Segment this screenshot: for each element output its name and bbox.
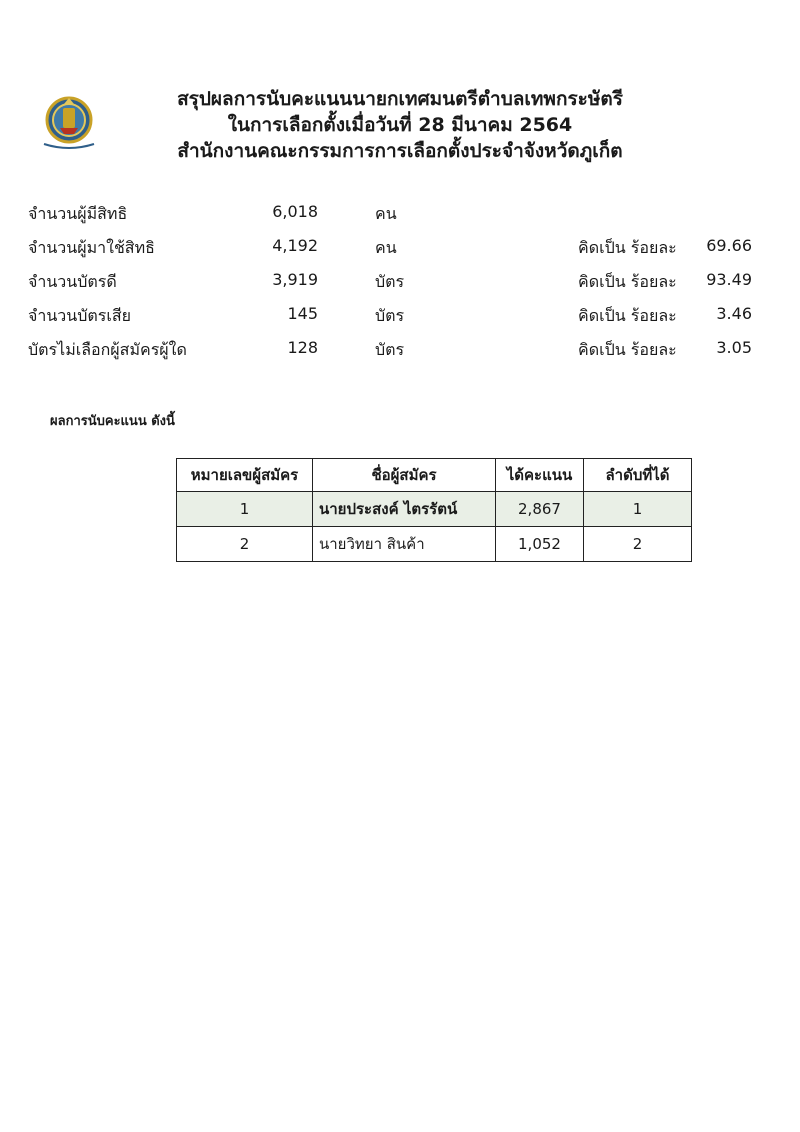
stat-row-eligible-voters bbox=[0, 202, 800, 232]
candidate-votes: 2,867 bbox=[496, 492, 584, 527]
results-note: ผลการนับคะแนน ดังนี้ bbox=[50, 414, 175, 429]
stat-percent-label: คิดเป็น ร้อยละ bbox=[578, 238, 677, 257]
stat-percent-label: คิดเป็น ร้อยละ bbox=[578, 340, 677, 359]
stat-value: 145 bbox=[287, 304, 318, 323]
page-header bbox=[120, 86, 680, 164]
column-header-candidate-number: หมายเลขผู้สมัคร bbox=[177, 459, 313, 492]
stat-label: บัตรไม่เลือกผู้สมัครผู้ใด bbox=[28, 340, 187, 359]
candidate-name: นายประสงค์ ไตรรัตน์ bbox=[313, 492, 496, 527]
stat-unit: บัตร bbox=[375, 340, 405, 359]
stat-value: 4,192 bbox=[272, 236, 318, 255]
column-header-rank: ลำดับที่ได้ bbox=[584, 459, 692, 492]
header-title: สรุปผลการนับคะแนนนายกเทศมนตรีตำบลเทพกระษัตรี bbox=[177, 88, 623, 110]
stat-percent-value: 69.66 bbox=[706, 236, 752, 255]
candidate-votes: 1,052 bbox=[496, 527, 584, 562]
stat-row-valid-ballots bbox=[0, 270, 800, 300]
header-office: สำนักงานคณะกรรมการการเลือกตั้งประจำจังหวัดภูเก็ต bbox=[177, 140, 623, 162]
candidate-number: 1 bbox=[177, 492, 313, 527]
stat-unit: คน bbox=[375, 204, 397, 223]
stat-unit: คน bbox=[375, 238, 397, 257]
table-header-row bbox=[177, 459, 692, 492]
stat-row-invalid-ballots bbox=[0, 304, 800, 334]
table-row bbox=[177, 527, 692, 562]
stat-unit: บัตร bbox=[375, 272, 405, 291]
results-table bbox=[176, 458, 692, 562]
stat-label: จำนวนบัตรดี bbox=[28, 272, 117, 291]
column-header-candidate-name: ชื่อผู้สมัคร bbox=[313, 459, 496, 492]
election-commission-emblem-icon bbox=[38, 92, 100, 154]
stat-row-no-vote-ballots bbox=[0, 338, 800, 368]
stat-percent-value: 3.05 bbox=[716, 338, 752, 357]
candidate-rank: 2 bbox=[584, 527, 692, 562]
stat-label: จำนวนผู้มีสิทธิ bbox=[28, 204, 128, 223]
stat-percent-value: 93.49 bbox=[706, 270, 752, 289]
header-election-date: ในการเลือกตั้งเมื่อวันที่ 28 มีนาคม 2564 bbox=[227, 114, 573, 136]
column-header-votes: ได้คะแนน bbox=[496, 459, 584, 492]
stat-value: 128 bbox=[287, 338, 318, 357]
candidate-number: 2 bbox=[177, 527, 313, 562]
stat-value: 3,919 bbox=[272, 270, 318, 289]
stat-value: 6,018 bbox=[272, 202, 318, 221]
stat-percent-label: คิดเป็น ร้อยละ bbox=[578, 306, 677, 325]
table-row bbox=[177, 492, 692, 527]
candidate-rank: 1 bbox=[584, 492, 692, 527]
candidate-name: นายวิทยา สินค้า bbox=[313, 527, 496, 562]
stat-label: จำนวนบัตรเสีย bbox=[28, 306, 131, 325]
stat-label: จำนวนผู้มาใช้สิทธิ bbox=[28, 238, 155, 257]
stat-percent-value: 3.46 bbox=[716, 304, 752, 323]
stat-unit: บัตร bbox=[375, 306, 405, 325]
stat-row-voters-turnout bbox=[0, 236, 800, 266]
stat-percent-label: คิดเป็น ร้อยละ bbox=[578, 272, 677, 291]
